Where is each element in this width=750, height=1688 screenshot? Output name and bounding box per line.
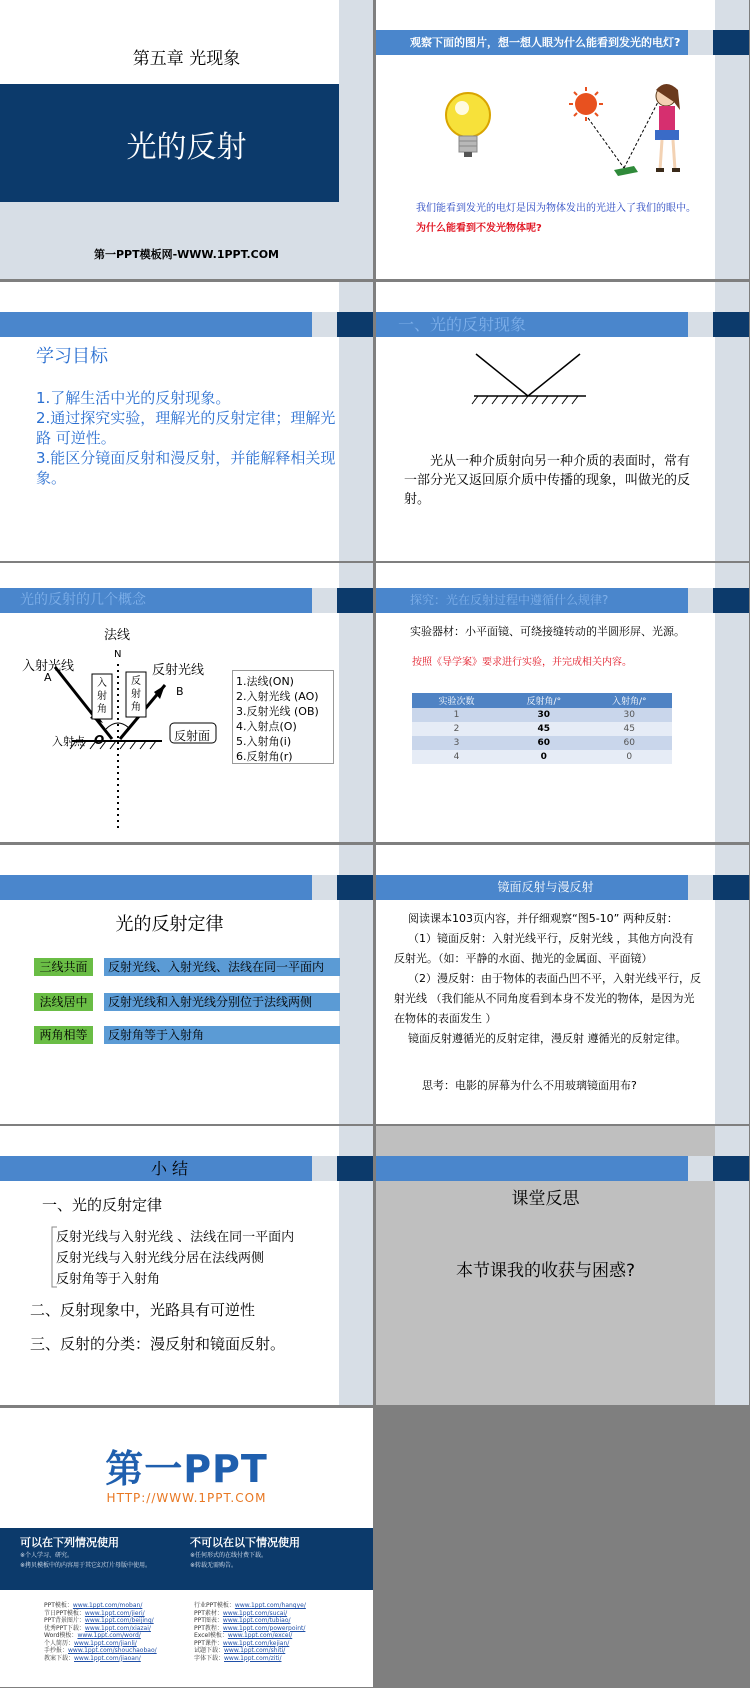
observe-line1: 我们能看到发光的电灯是因为物体发出的光进入了我们的眼中。: [416, 203, 696, 214]
goal-2: 2.通过探究实验，理解光的反射定律；理解光路 可逆性。: [36, 409, 336, 447]
link-row[interactable]: 节日PPT模板：www.1ppt.com/jieri/: [44, 1609, 145, 1617]
phenomenon-definition: 光从一种介质射向另一种介质的表面时，常有一部分光又返回原介质中传播的现象，叫做光的反射。: [404, 454, 691, 507]
slide-specular-diffuse[interactable]: [376, 845, 749, 1124]
link-row[interactable]: PPT素材：www.1ppt.com/sucai/: [194, 1609, 288, 1617]
light-bulb-icon: [446, 93, 490, 157]
legend-item: 6.反射角(r): [236, 750, 293, 763]
slide-phenomenon[interactable]: [376, 282, 749, 561]
point-o-label: O: [94, 733, 105, 747]
observe-bar-title: 观察下面的图片，想一想人眼为什么能看到发光的电灯?: [410, 36, 681, 49]
phenomenon-bar-title: 一、光的反射现象: [398, 315, 527, 334]
usage-band: [0, 1528, 373, 1590]
summary-section-1: 一、光的反射定律: [42, 1196, 163, 1214]
ppt-url[interactable]: HTTP://WWW.1PPT.COM: [106, 1491, 267, 1505]
goals-heading: 学习目标: [36, 346, 108, 367]
template-footer: 第一PPT模板网-WWW.1PPT.COM: [93, 248, 280, 261]
link-row[interactable]: Word模板：www.1ppt.com/word/: [44, 1632, 141, 1639]
title-lower-band: [0, 202, 339, 279]
experiment-table: [412, 693, 672, 764]
specular-p4: 镜面反射遵循光的反射定律，漫反射 遵循光的反射定律。: [408, 1032, 687, 1045]
legend-item: 5.入射角(i): [236, 735, 292, 748]
link-row[interactable]: 行业PPT模板：www.1ppt.com/hangye/: [194, 1602, 306, 1609]
reflection-question: 本节课我的收获与困惑?: [455, 1261, 636, 1281]
observe-illustration: [376, 60, 715, 190]
slide-reflection[interactable]: [376, 1126, 749, 1405]
can-use-title: 可以在下列情况使用: [20, 1536, 119, 1549]
links-right: [194, 1600, 334, 1660]
law-tag: 两角相等: [34, 1026, 93, 1044]
law-tag: 法线居中: [34, 993, 93, 1011]
slide-summary[interactable]: [0, 1126, 373, 1405]
link-row[interactable]: PPT教程：www.1ppt.com/powerpoint/: [194, 1624, 306, 1632]
observe-line2: 为什么能看到不发光物体呢?: [416, 223, 542, 234]
reflection-diagram: [466, 350, 596, 412]
girl-icon: [655, 84, 680, 172]
link-row[interactable]: 优秀PPT下载：www.1ppt.com/xiazai/: [44, 1624, 151, 1632]
link-row[interactable]: PPT背景图片：www.1ppt.com/beijing/: [44, 1617, 154, 1624]
link-row[interactable]: PPT课件：www.1ppt.com/kejian/: [194, 1639, 290, 1647]
slide-observe[interactable]: [376, 0, 749, 279]
normal-label: 法线: [104, 628, 131, 643]
slide-explore[interactable]: [376, 563, 749, 842]
cannot-use-item: ※任何形式的在线付费下载。: [190, 1552, 268, 1559]
table-row: 1 30 30: [412, 708, 672, 722]
specular-p2: （1）镜面反射：入射光线平行，反射光线 ，其他方向没有反射光。（如：平静的水面、抛光的金属面、平面镜）: [394, 932, 694, 965]
table-header: 反射角/°: [501, 693, 586, 708]
link-row[interactable]: 教案下载：www.1ppt.com/jiaoan/: [44, 1654, 141, 1662]
laws-title: 光的反射定律: [115, 914, 224, 935]
goal-3: 3.能区分镜面反射和漫反射，并能解释相关现象。: [36, 449, 336, 487]
link-row[interactable]: 手抄报：www.1ppt.com/shouchaobao/: [44, 1647, 157, 1654]
slide-concepts[interactable]: [0, 563, 373, 842]
slide-template-info[interactable]: [0, 1408, 373, 1687]
explore-instruction: 按照《导学案》要求进行实验，并完成相关内容。: [412, 657, 632, 668]
reflected-ray-label: 反射光线: [152, 663, 205, 678]
law-text: 反射光线和入射光线分别位于法线两侧: [104, 993, 340, 1011]
specular-p3: （2）漫反射：由于物体的表面凸凹不平，入射光线平行，反射光线 （我们能从不同角度看到本身不发光的物体，是因为光在物体的表面发生 ）: [394, 972, 701, 1025]
can-use-item: ※拷贝模板中的内容用于其它幻灯片母版中使用。: [20, 1562, 152, 1569]
slide-title[interactable]: [0, 0, 373, 279]
sun-icon: [569, 87, 603, 121]
explore-materials: 实验器材：小平面镜、可绕接缝转动的半圆形屏、光源。: [410, 625, 685, 638]
summary-bullet: 反射角等于入射角: [56, 1272, 161, 1287]
incident-angle-label: 入射角: [97, 678, 107, 715]
goal-1: 1.了解生活中光的反射现象。: [36, 389, 231, 407]
incident-ray-label: 入射光线: [22, 659, 75, 674]
cannot-use-item: ※转载无需购告。: [190, 1562, 238, 1569]
legend-item: 3.反射光线 (OB): [236, 705, 319, 718]
table-header: 实验次数: [412, 693, 501, 708]
specular-p5: 思考：电影的屏幕为什么不用玻璃镜面用布?: [422, 1079, 637, 1092]
specular-p1: 阅读课本103页内容，并仔细观察“图5-10” 两种反射：: [408, 912, 678, 925]
concept-legend: [232, 670, 334, 764]
law-text: 反射角等于入射角: [104, 1026, 340, 1044]
link-row[interactable]: 个人简历：www.1ppt.com/jianli/: [44, 1639, 137, 1647]
explore-bar-title: 探究：光在反射过程中遵循什么规律?: [410, 593, 609, 607]
table-row: 4 0 0: [412, 750, 672, 764]
specular-bar-title: 镜面反射与漫反射: [497, 880, 594, 894]
legend-item: 2.入射光线 (AO): [236, 690, 319, 703]
legend-item: 4.入射点(O): [236, 720, 297, 733]
link-row[interactable]: PPT模板：www.1ppt.com/moban/: [44, 1602, 143, 1609]
link-row[interactable]: 字体下载：www.1ppt.com/ziti/: [194, 1654, 282, 1662]
incident-point-label: 入射点: [52, 735, 85, 748]
legend-item: 1.法线(ON): [236, 675, 294, 688]
summary-section-2: 二、反射现象中，光路具有可逆性: [30, 1301, 256, 1319]
law-text: 反射光线、入射光线、法线在同一平面内: [104, 958, 340, 976]
point-n-label: N: [114, 649, 122, 660]
law-tag: 三线共面: [34, 958, 93, 976]
surface-label: 反射面: [174, 729, 211, 743]
summary-bar-title: 小 结: [150, 1159, 189, 1178]
table-row: 3 60 60: [412, 736, 672, 750]
summary-bullet: 反射光线与入射光线 、法线在同一平面内: [56, 1230, 295, 1245]
summary-section-3: 三、反射的分类：漫反射和镜面反射。: [30, 1335, 286, 1353]
link-row[interactable]: 试题下载：www.1ppt.com/shiti/: [194, 1647, 286, 1654]
point-a-label: A: [44, 671, 52, 684]
link-row[interactable]: PPT图表：www.1ppt.com/tubiao/: [194, 1617, 291, 1624]
ppt-logo: 第一PPT: [105, 1447, 268, 1491]
can-use-item: ※个人学习、研究。: [20, 1552, 74, 1559]
concepts-bar-title: 光的反射的几个概念: [20, 592, 146, 608]
table-header: 入射角/°: [587, 693, 672, 708]
links-left: [44, 1600, 184, 1660]
summary-bullet: 反射光线与入射光线分居在法线两侧: [56, 1251, 265, 1266]
cannot-use-title: 不可以在以下情况使用: [190, 1536, 300, 1549]
reflection-title: 课堂反思: [511, 1189, 580, 1209]
slide-goals[interactable]: [0, 282, 373, 561]
slide-main-title: 光的反射: [126, 130, 247, 165]
table-row: 2 45 45: [412, 722, 672, 736]
slide-laws[interactable]: [0, 845, 373, 1124]
link-row[interactable]: Excel模板：www.1ppt.com/excel/: [194, 1632, 293, 1639]
point-b-label: B: [176, 685, 184, 698]
book-icon: [614, 166, 638, 176]
chapter-label: 第五章 光现象: [132, 49, 241, 69]
reflect-angle-label: 反射角: [131, 676, 141, 713]
